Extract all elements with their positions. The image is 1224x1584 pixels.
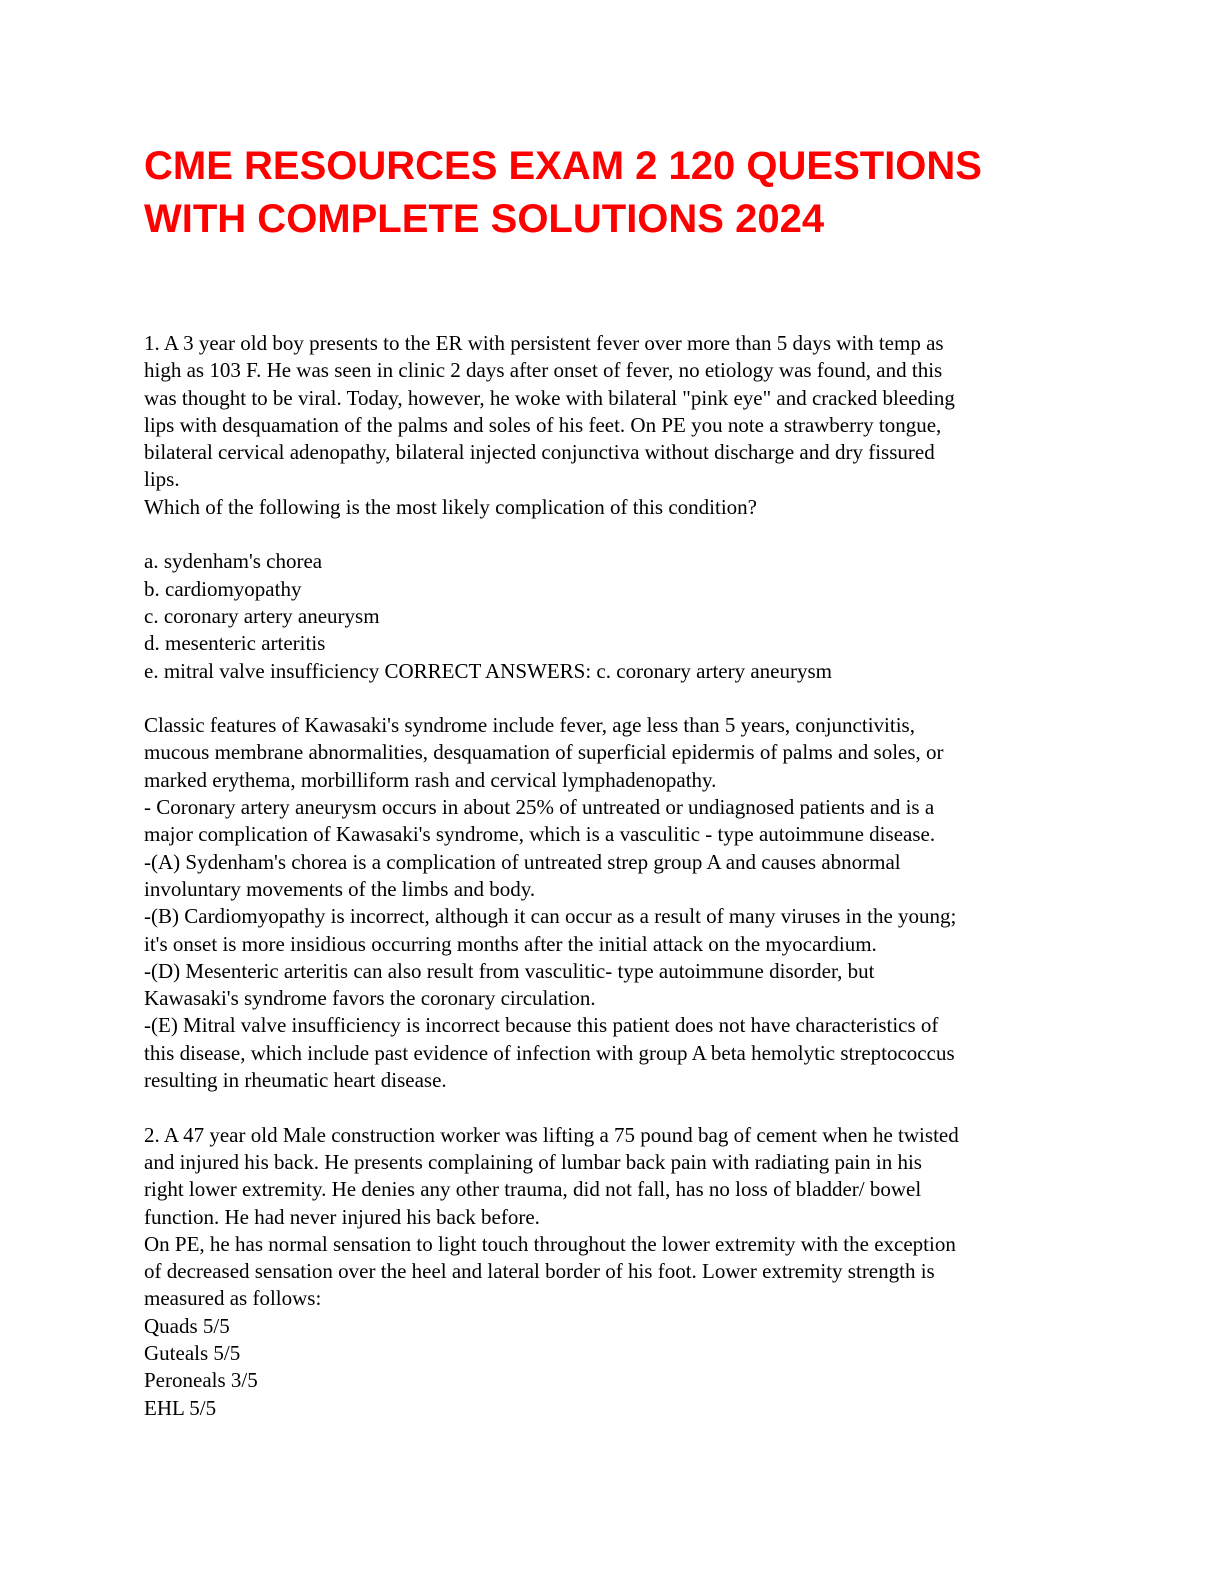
- text-line: major complication of Kawasaki's syndrome, which is a vasculitic - type autoimmune disease.: [144, 822, 936, 847]
- paragraph-gap: [144, 1094, 1084, 1121]
- document-title: [144, 140, 1104, 246]
- text-line: 1. A 3 year old boy presents to the ER with persistent fever over more than 5 days with temp as: [144, 331, 944, 355]
- question-1-stem: [144, 330, 1084, 521]
- text-line: function. He had never injured his back before.: [144, 1204, 540, 1229]
- text-line: -(D) Mesenteric arteritis can also result from vasculitic- type autoimmune disorder, but: [144, 958, 875, 983]
- text-line: resulting in rheumatic heart disease.: [144, 1068, 447, 1093]
- question-1: [144, 330, 1084, 1094]
- text-line: bilateral cervical adenopathy, bilateral injected conjunctiva without discharge and dry fissured: [144, 440, 935, 465]
- text-line: this disease, which include past evidence of infection with group A beta hemolytic streptococcus: [144, 1040, 955, 1065]
- text-line: measured as follows:: [144, 1286, 322, 1311]
- paragraph-gap: [144, 521, 1084, 548]
- text-line: Classic features of Kawasaki's syndrome include fever, age less than 5 years, conjunctivitis,: [144, 713, 915, 738]
- answer-option: d. mesenteric arteritis: [144, 631, 326, 656]
- text-line: of decreased sensation over the heel and lateral border of his foot. Lower extremity strength is: [144, 1259, 935, 1284]
- text-line: marked erythema, morbilliform rash and cervical lymphadenopathy.: [144, 767, 717, 792]
- text-line: -(A) Sydenham's chorea is a complication of untreated strep group A and causes abnormal: [144, 849, 901, 874]
- question-1-options: [144, 548, 1084, 684]
- strength-measure: EHL 5/5: [144, 1395, 217, 1420]
- text-line: mucous membrane abnormalities, desquamation of superficial epidermis of palms and soles, or: [144, 740, 944, 765]
- text-line: right lower extremity. He denies any other trauma, did not fall, has no loss of bladder/ bowel: [144, 1177, 922, 1202]
- document-body: [144, 330, 1084, 1422]
- question-1-explanation: [144, 712, 1084, 1094]
- text-line: On PE, he has normal sensation to light touch throughout the lower extremity with the exception: [144, 1231, 956, 1256]
- title-line: WITH COMPLETE SOLUTIONS 2024: [144, 197, 825, 241]
- text-line: Kawasaki's syndrome favors the coronary circulation.: [144, 986, 596, 1011]
- text-line: lips.: [144, 467, 180, 492]
- answer-option: c. coronary artery aneurysm: [144, 603, 380, 628]
- paragraph-gap: [144, 685, 1084, 712]
- text-line: involuntary movements of the limbs and body.: [144, 876, 536, 901]
- question-2: [144, 1122, 1084, 1422]
- answer-option: e. mitral valve insufficiency CORRECT ANSWERS: c. coronary artery aneurysm: [144, 658, 832, 683]
- answer-option: a. sydenham's chorea: [144, 549, 323, 574]
- strength-measure: Quads 5/5: [144, 1313, 230, 1338]
- title-line: CME RESOURCES EXAM 2 120 QUESTIONS: [144, 144, 982, 188]
- text-line: was thought to be viral. Today, however, he woke with bilateral "pink eye" and cracked bleeding: [144, 385, 955, 410]
- text-line: -(E) Mitral valve insufficiency is incorrect because this patient does not have characteristics of: [144, 1013, 939, 1038]
- text-line: it's onset is more insidious occurring months after the initial attack on the myocardium.: [144, 931, 877, 956]
- text-line: 2. A 47 year old Male construction worker was lifting a 75 pound bag of cement when he twisted: [144, 1122, 959, 1147]
- answer-option: b. cardiomyopathy: [144, 576, 302, 601]
- text-line: high as 103 F. He was seen in clinic 2 days after onset of fever, no etiology was found, and this: [144, 358, 943, 383]
- text-line: Which of the following is the most likely complication of this condition?: [144, 494, 757, 519]
- strength-measure: Peroneals 3/5: [144, 1368, 258, 1393]
- question-2-stem: [144, 1122, 1084, 1422]
- strength-measure: Guteals 5/5: [144, 1340, 241, 1365]
- text-line: lips with desquamation of the palms and soles of his feet. On PE you note a strawberry tongue,: [144, 412, 942, 437]
- text-line: -(B) Cardiomyopathy is incorrect, although it can occur as a result of many viruses in the young;: [144, 904, 957, 929]
- text-line: and injured his back. He presents complaining of lumbar back pain with radiating pain in his: [144, 1149, 922, 1174]
- text-line: - Coronary artery aneurysm occurs in about 25% of untreated or undiagnosed patients and is a: [144, 795, 935, 820]
